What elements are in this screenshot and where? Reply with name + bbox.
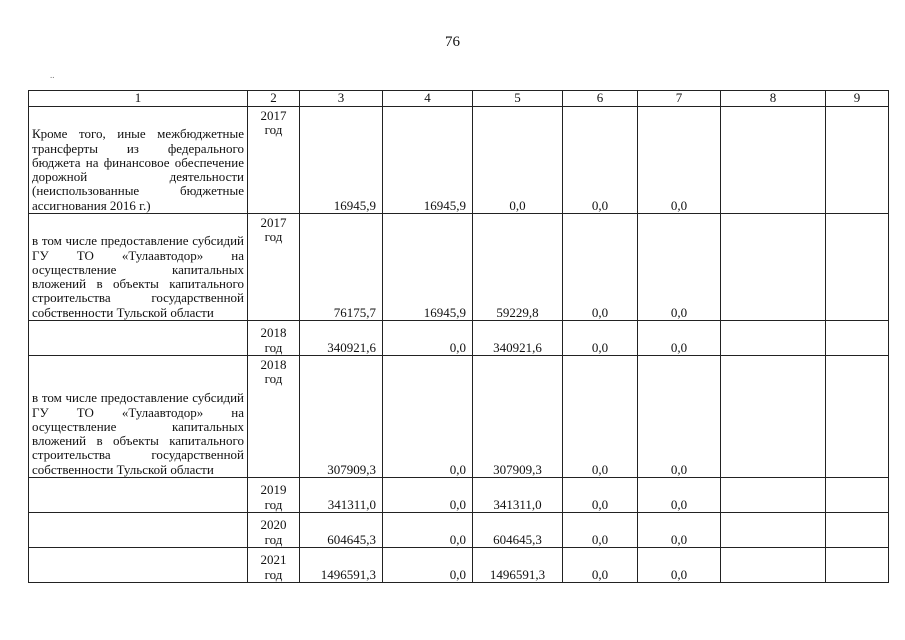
cell-col4: 0,0: [383, 356, 473, 478]
cell-col4: 16945,9: [383, 214, 473, 321]
cell-col3: 1496591,3: [300, 548, 383, 583]
row-description: в том числе предоставление субсидий ГУ ТО «Тулаавтодор» на осуществление капитальных вложений в объекты капитального строительства государственной собственности Тульской области: [29, 214, 248, 321]
cell-col8: [721, 513, 826, 548]
row-year: 2018 год: [248, 321, 300, 356]
column-number: 4: [383, 91, 473, 107]
row-year: 2019 год: [248, 478, 300, 513]
cell-col5: 0,0: [473, 107, 563, 214]
cell-col9: [826, 548, 889, 583]
row-description: [29, 478, 248, 513]
table-row: [29, 214, 889, 321]
row-year: 2017 год: [248, 107, 300, 214]
cell-col8: [721, 107, 826, 214]
column-number: 8: [721, 91, 826, 107]
cell-col8: [721, 356, 826, 478]
cell-col4: 0,0: [383, 513, 473, 548]
cell-col3: 76175,7: [300, 214, 383, 321]
cell-col6: 0,0: [563, 478, 638, 513]
row-description: [29, 513, 248, 548]
cell-col8: [721, 548, 826, 583]
cell-col3: 307909,3: [300, 356, 383, 478]
row-description: в том числе предоставление субсидий ГУ ТО «Тулаавтодор» на осуществление капитальных вложений в объекты капитального строительства государственной собственности Тульской области: [29, 356, 248, 478]
cell-col3: 341311,0: [300, 478, 383, 513]
cell-col4: 0,0: [383, 548, 473, 583]
column-number-row: [29, 91, 889, 107]
cell-col3: 340921,6: [300, 321, 383, 356]
cell-col8: [721, 321, 826, 356]
table-row: [29, 478, 889, 513]
cell-col5: 340921,6: [473, 321, 563, 356]
table-row: [29, 548, 889, 583]
row-description: [29, 321, 248, 356]
cell-col9: [826, 513, 889, 548]
cell-col7: 0,0: [638, 321, 721, 356]
cell-col6: 0,0: [563, 548, 638, 583]
row-year: 2021 год: [248, 548, 300, 583]
row-year: 2018 год: [248, 356, 300, 478]
cell-col5: 1496591,3: [473, 548, 563, 583]
column-number: 9: [826, 91, 889, 107]
cell-col5: 59229,8: [473, 214, 563, 321]
table-row: [29, 356, 889, 478]
row-description: [29, 548, 248, 583]
row-description: Кроме того, иные межбюджетные трансферты из федерального бюджета на финансовое обеспечение дорожной деятельности (неиспользованные бюджетные ассигнования 2016 г.): [29, 107, 248, 214]
page-number: 76: [445, 34, 460, 50]
cell-col7: 0,0: [638, 548, 721, 583]
column-number: 5: [473, 91, 563, 107]
column-number: 7: [638, 91, 721, 107]
cell-col6: 0,0: [563, 356, 638, 478]
cell-col9: [826, 321, 889, 356]
cell-col7: 0,0: [638, 356, 721, 478]
cell-col7: 0,0: [638, 478, 721, 513]
cell-col8: [721, 478, 826, 513]
table-row: [29, 513, 889, 548]
cell-col6: 0,0: [563, 321, 638, 356]
cell-col6: 0,0: [563, 214, 638, 321]
cell-col9: [826, 107, 889, 214]
cell-col6: 0,0: [563, 513, 638, 548]
cell-col7: 0,0: [638, 513, 721, 548]
cell-col9: [826, 356, 889, 478]
cell-col9: [826, 478, 889, 513]
cell-col5: 307909,3: [473, 356, 563, 478]
cell-col5: 604645,3: [473, 513, 563, 548]
column-number: 3: [300, 91, 383, 107]
cell-col7: 0,0: [638, 214, 721, 321]
column-number: 1: [29, 91, 248, 107]
cell-col4: 0,0: [383, 321, 473, 356]
row-year: 2020 год: [248, 513, 300, 548]
cell-col4: 0,0: [383, 478, 473, 513]
cell-col6: 0,0: [563, 107, 638, 214]
cell-col3: 604645,3: [300, 513, 383, 548]
cell-col7: 0,0: [638, 107, 721, 214]
cell-col4: 16945,9: [383, 107, 473, 214]
cell-col5: 341311,0: [473, 478, 563, 513]
cell-col3: 16945,9: [300, 107, 383, 214]
table-row: [29, 107, 889, 214]
column-number: 6: [563, 91, 638, 107]
scan-speck: ..: [50, 70, 55, 80]
column-number: 2: [248, 91, 300, 107]
table-row: [29, 321, 889, 356]
budget-table: [28, 90, 889, 583]
cell-col9: [826, 214, 889, 321]
row-year: 2017 год: [248, 214, 300, 321]
cell-col8: [721, 214, 826, 321]
